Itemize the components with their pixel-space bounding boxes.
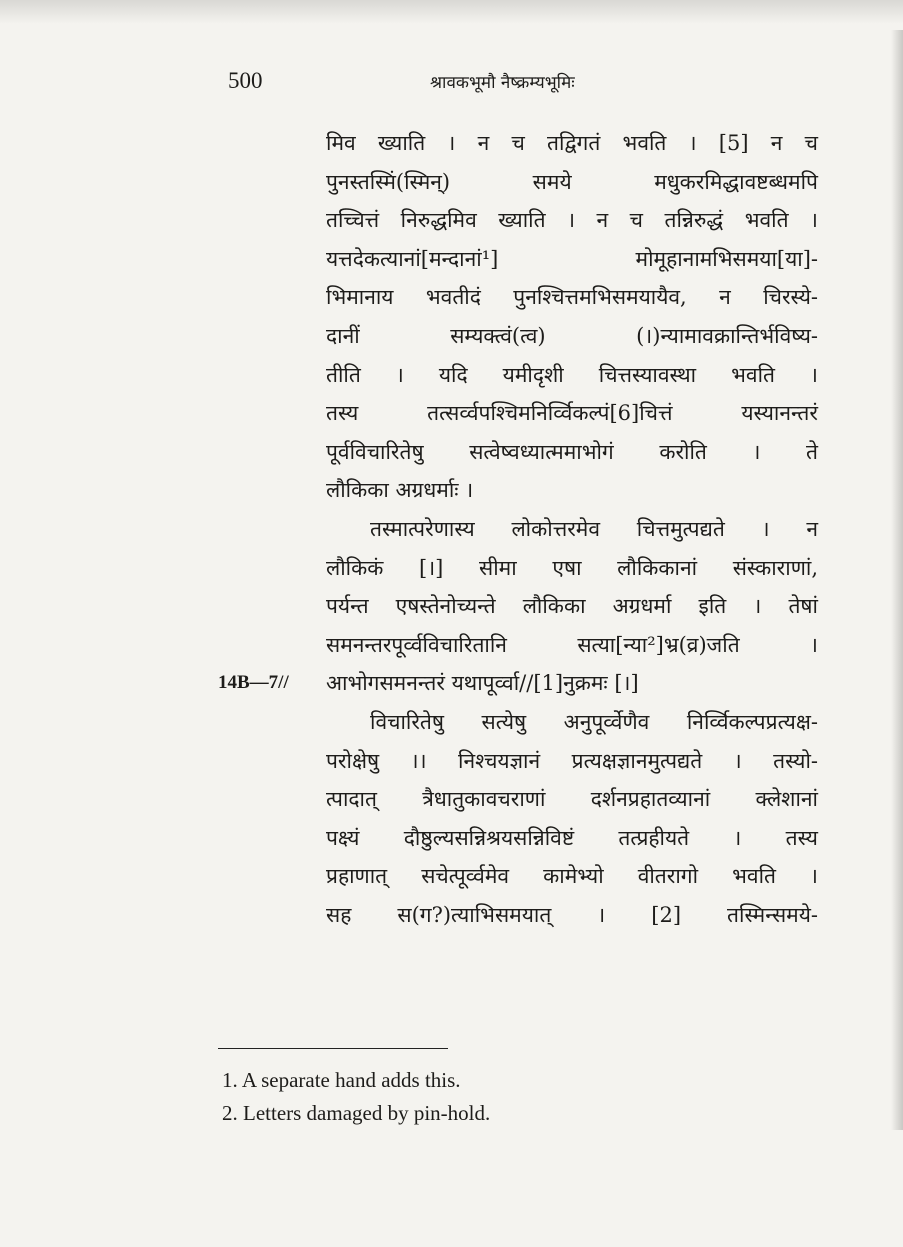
margin-folio-note: 14B—7// [218,672,289,694]
body-text [326,124,818,934]
text-line: समनन्तरपूर्व्वविचारितानि सत्या[न्या²]भ्र(व्र)जति । [326,632,818,657]
text-line: पूर्वविचारितेषु सत्वेष्वध्यात्ममाभोगं करोति । ते [326,439,818,464]
text-line: मिव ख्याति । न च तद्विगतं भवति । [5] न च [326,131,818,155]
text-line: विचारितेषु सत्येषु अनुपूर्व्वेणैव निर्व्विकल्पप्रत्यक्ष- [370,709,818,734]
text-line: पर्यन्त एषस्तेनोच्यन्ते लौकिका अग्रधर्मा इति । तेषां [326,594,818,619]
text-line: तस्मात्परेणास्य लोकोत्तरमेव चित्तमुत्पद्यते । न [370,516,818,541]
text-line: सह स(ग?)त्याभिसमयात् । [2] तस्मिन्समये- [326,902,818,927]
footnotes [222,1064,490,1130]
page-number: 500 [228,68,263,93]
text-line: परोक्षेषु ।। निश्चयज्ञानं प्रत्यक्षज्ञानमुत्पद्यते । तस्यो- [326,748,818,773]
footnote-2: 2. Letters damaged by pin-hold. [222,1101,491,1125]
scan-shadow-right [891,30,903,1130]
text-line: भिमानाय भवतीदं पुनश्चित्तमभिसमयायैव, न चिरस्ये- [326,285,818,310]
text-line: लौकिकं [।] सीमा एषा लौकिकानां संस्काराणां, [326,555,818,580]
text-line: प्रहाणात् सचेत्पूर्व्वमेव कामेभ्यो वीतरागो भवति । [326,864,818,889]
footnote-rule [218,1048,448,1049]
text-line: तस्य तत्सर्व्वपश्चिमनिर्व्विकल्पं[6]चित्तं यस्यानन्तरं [326,401,818,426]
scan-shadow-top [0,0,903,24]
text-line: त्पादात् त्रैधातुकावचराणां दर्शनप्रहातव्यानां क्लेशानां [326,787,818,812]
text-line: तच्चित्तं निरुद्धमिव ख्याति । न च तन्निरुद्धं भवति । [326,208,818,233]
text-line: लौकिका अग्रधर्माः । [326,478,474,503]
text-line: यत्तदेकत्यानां[मन्दानां¹] मोमूहानामभिसमया[या]- [326,246,818,271]
text-line: आभोगसमनन्तरं यथापूर्व्वा//[1]नुक्रमः [।] [326,671,639,696]
text-line: पुनस्तस्मिं(स्मिन्) समये मधुकरमिद्धावष्टब्धमपि [326,169,818,194]
text-line: तीति । यदि यमीदृशी चित्तस्यावस्था भवति । [326,362,818,387]
footnote-1: 1. A separate hand adds this. [222,1068,461,1092]
text-line: दानीं सम्यक्त्वं(त्व) (।)न्यामावक्रान्तिर्भविष्य- [326,323,818,348]
running-head: श्रावकभूमौ नैष्क्रम्यभूमिः [430,73,575,93]
text-line: पक्ष्यं दौष्ठुल्यसन्निश्रयसन्निविष्टं तत्प्रहीयते । तस्य [326,825,818,850]
